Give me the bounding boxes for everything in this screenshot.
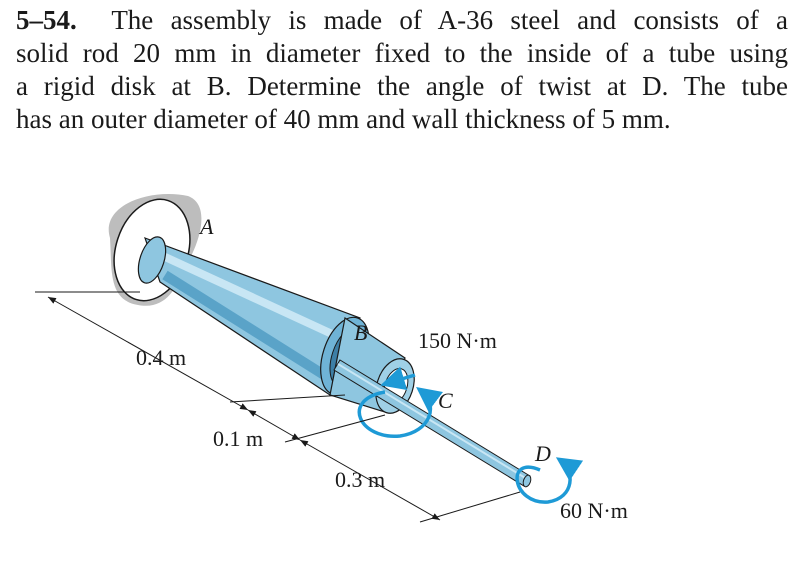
label-dim-rod-length: 0.3 m (335, 467, 386, 492)
label-point-c: C (438, 388, 453, 413)
problem-number: 5–54. (16, 5, 77, 35)
problem-line-4: has an outer diameter of 40 mm and wall thickness of 5 mm. (16, 104, 671, 134)
problem-line-3: a rigid disk at B. Determine the angle of twist at D. The tube (16, 71, 788, 101)
problem-line-2: solid rod 20 mm in diameter fixed to the inside of a tube using (16, 38, 788, 68)
label-dim-disk-offset: 0.1 m (213, 426, 264, 451)
label-point-b: B (354, 320, 368, 345)
label-point-d: D (535, 441, 551, 466)
label-torque-d: 60 N·m (560, 498, 628, 523)
dim-extension-d (420, 492, 520, 522)
problem-line-1: 5–54. The assembly is made of A-36 steel and consists of a (16, 5, 788, 35)
label-dim-tube-length: 0.4 m (136, 345, 187, 370)
label-point-a: A (200, 214, 214, 239)
label-torque-c: 150 N·m (418, 328, 497, 353)
dim-extension-b (230, 395, 345, 402)
